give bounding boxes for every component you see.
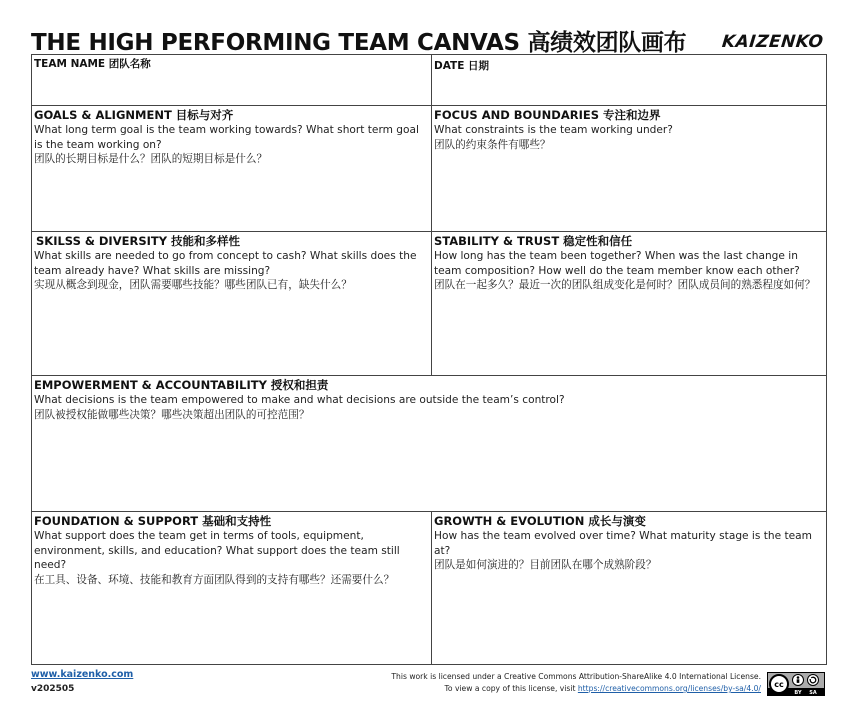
date-label: DATE 日期 <box>434 60 490 72</box>
section-question-en: What long term goal is the team working towards? What short term goal is the team working on? <box>34 124 419 151</box>
section-question-en: What decisions is the team empowered to make and what decisions are outside the team’s control? <box>34 394 565 406</box>
team-name-label: TEAM NAME 团队名称 <box>34 58 151 70</box>
section-question-zh: 团队被授权能做哪些决策？哪些决策超出团队的可控范围？ <box>34 408 310 421</box>
section-question-en: What support does the team get in terms of tools, equipment, environment, skills, and education? What support does the team still need? <box>34 530 400 571</box>
section-question-zh: 在工具、设备、环境、技能和教育方面团队得到的支持有哪些？还需要什么？ <box>34 573 395 586</box>
skills-diversity-section[interactable] <box>32 231 431 375</box>
license-url-link[interactable]: https://creativecommons.org/licenses/by-sa/4.0/ <box>577 684 761 693</box>
growth-evolution-section[interactable] <box>431 511 827 664</box>
goals-alignment-section[interactable] <box>32 105 431 231</box>
website-link[interactable]: www.kaizenko.com <box>31 669 134 680</box>
foundation-support-section[interactable] <box>32 511 431 664</box>
section-question-zh: 团队在一起多久？最近一次的团队组成变化是何时？团队成员间的熟悉程度如何？ <box>434 279 816 291</box>
section-title: GOALS & ALIGNMENT 目标与对齐 <box>34 108 234 122</box>
section-question-zh: 团队的长期目标是什么？团队的短期目标是什么？ <box>34 153 268 165</box>
section-question-en: How long has the team been together? When was the last change in team composition? How well do the team member know each other? <box>434 250 800 277</box>
section-title: GROWTH & EVOLUTION 成长与演变 <box>434 514 646 528</box>
section-question-en: How has the team evolved over time? What maturity stage is the team at? <box>434 530 812 557</box>
empowerment-accountability-section[interactable] <box>32 375 827 511</box>
section-title: SKILSS & DIVERSITY 技能和多样性 <box>36 234 241 248</box>
team-canvas-grid <box>31 54 827 665</box>
team-name-field[interactable] <box>32 55 431 105</box>
cc-by-sa-badge[interactable] <box>767 672 825 696</box>
license-line-1: This work is licensed under a Creative Commons Attribution-ShareAlike 4.0 International License. <box>391 672 761 681</box>
section-question-zh: 团队的约束条件有哪些？ <box>434 138 551 151</box>
page-title: THE HIGH PERFORMING TEAM CANVAS 高绩效团队画布 <box>31 30 687 56</box>
section-title: EMPOWERMENT & ACCOUNTABILITY 授权和担责 <box>34 378 329 392</box>
by-mark: BY <box>794 690 802 695</box>
focus-boundaries-section[interactable] <box>431 105 827 231</box>
cc-mark: cc <box>774 680 784 689</box>
cc-by-sa-icon <box>768 673 824 695</box>
stability-trust-section[interactable] <box>431 231 827 375</box>
license-notice <box>391 671 761 695</box>
license-visit-text: To view a copy of this license, visit <box>444 684 578 693</box>
section-question-en: What skills are needed to go from concept to cash? What skills does the team already have? What skills are missing? <box>34 250 417 277</box>
section-question-zh: 团队是如何演进的？目前团队在哪个成熟阶段？ <box>434 559 657 571</box>
version-label: v202505 <box>31 684 75 694</box>
license-line-2 <box>391 683 761 695</box>
section-title: FOCUS AND BOUNDARIES 专注和边界 <box>434 108 661 122</box>
kaizenko-logo: KAIZENKO <box>720 32 825 52</box>
section-title: STABILITY & TRUST 稳定性和信任 <box>434 234 633 248</box>
section-title: FOUNDATION & SUPPORT 基础和支持性 <box>34 514 272 528</box>
date-field[interactable] <box>431 55 827 105</box>
sa-mark: SA <box>809 690 817 695</box>
section-question-en: What constraints is the team working under? <box>434 124 673 136</box>
section-question-zh: 实现从概念到现金，团队需要哪些技能？哪些团队已有，缺失什么？ <box>34 279 352 291</box>
